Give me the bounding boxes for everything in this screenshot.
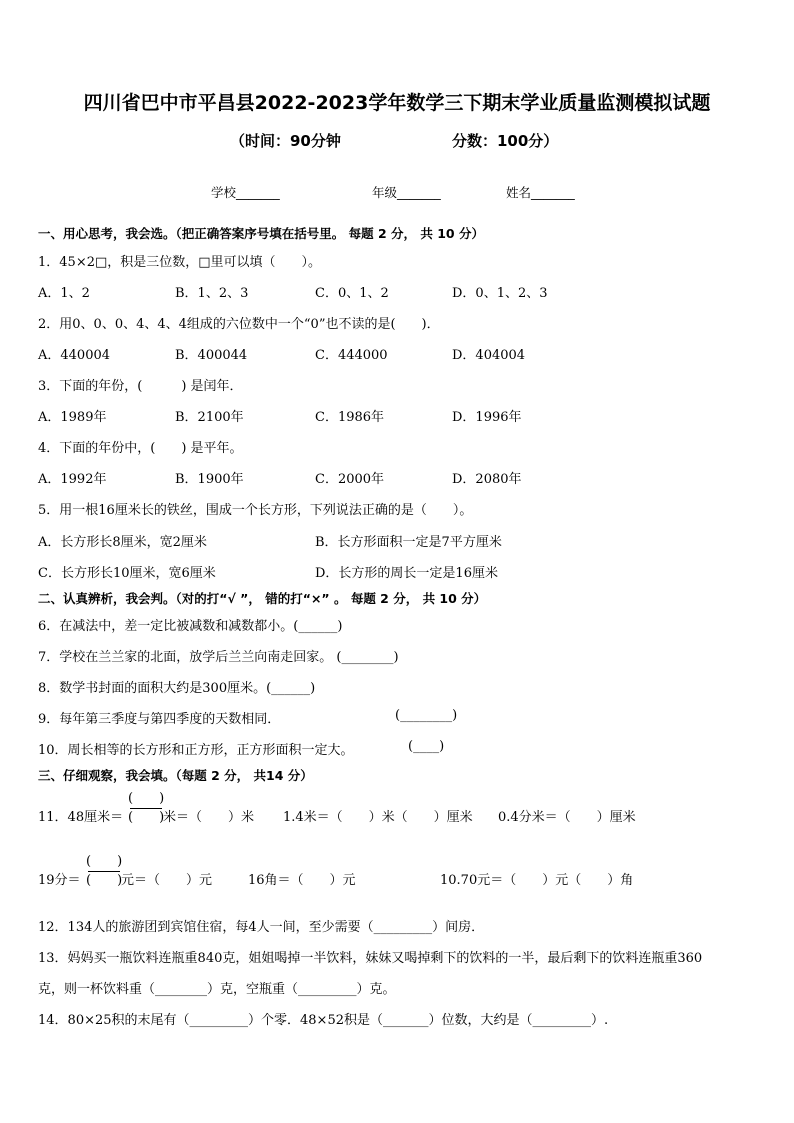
q11-row2-frac-numerator: ( ) [86, 854, 123, 869]
q2-option-c: C．444000 [315, 348, 388, 363]
question-13-line1: 13．妈妈买一瓶饮料连瓶重840克，姐姐喝掉一半饮料，妹妹又喝掉剩下的饮料的一半，最后剩下的饮料连瓶重360 [38, 951, 703, 966]
q11-row2-part1: 元＝（ ）元 [121, 873, 213, 888]
fraction-bar [88, 871, 120, 872]
question-10: 10．周长相等的长方形和正方形，正方形面积一定大。 [38, 743, 354, 758]
q11-fraction [128, 791, 164, 826]
q2-option-b: B．400044 [175, 348, 248, 363]
q3-option-b: B．2100年 [175, 410, 244, 425]
q11-part2: 1.4米＝（ ）米（ ）厘米 [283, 810, 473, 825]
question-2: 2．用0、0、0、4、4、4组成的六位数中一个“0”也不读的是( )． [38, 317, 440, 332]
question-5: 5．用一根16厘米长的铁丝，围成一个长方形，下列说法正确的是（ ）。 [38, 503, 473, 518]
q5-option-a: A．长方形长8厘米，宽2厘米 [38, 535, 207, 550]
q3-option-a: A．1989年 [38, 410, 107, 425]
q1-option-d: D．0、1、2、3 [452, 286, 548, 301]
q1-option-c: C．0、1、2 [315, 286, 389, 301]
q11-row2-part2: 16角＝（ ）元 [248, 873, 356, 888]
q11-prefix: 11．48厘米＝ [38, 810, 124, 825]
section2-heading: 二、认真辨析，我会判。（对的打“√ ”， 错的打“×” 。 每题 2 分， 共 10 分） [38, 591, 487, 606]
q3-option-c: C．1986年 [315, 410, 385, 425]
q11-row2-prefix: 19分＝ [38, 873, 81, 888]
question-7: 7．学校在兰兰家的北面，放学后兰兰向南走回家。 (________) [38, 650, 399, 665]
question-9-blank: (________) [395, 708, 458, 723]
score-label: 分数：100分） [452, 132, 559, 150]
question-1: 1．45×2□，积是三位数，□里可以填（ ）。 [38, 255, 322, 270]
school-field: 学校_______ [211, 185, 280, 200]
time-label: （时间：90分钟 [230, 132, 341, 150]
question-9: 9．每年第三季度与第四季度的天数相同． [38, 712, 281, 727]
q11-row2-part3: 10.70元＝（ ）元（ ）角 [440, 873, 634, 888]
page-title: 四川省巴中市平昌县2022-2023学年数学三下期末学业质量监测模拟试题 [83, 92, 711, 114]
q4-option-d: D．2080年 [452, 472, 522, 487]
q2-option-d: D．404004 [452, 348, 526, 363]
q11-part3: 0.4分米＝（ ）厘米 [498, 810, 636, 825]
q1-option-b: B．1、2、3 [175, 286, 249, 301]
question-13-line2: 克，则一杯饮料重（________）克，空瓶重（_________）克。 [38, 982, 396, 997]
q2-option-a: A．440004 [38, 348, 111, 363]
question-4: 4．下面的年份中，( ) 是平年。 [38, 441, 243, 456]
q5-option-d: D．长方形的周长一定是16厘米 [315, 566, 498, 581]
q11-row2-frac-denominator: ( ) [86, 873, 123, 888]
q11-frac-denominator: ( ) [128, 810, 165, 825]
question-6: 6．在减法中，差一定比被减数和减数都小。(______) [38, 619, 343, 634]
question-8: 8．数学书封面的面积大约是300厘米。(______) [38, 681, 316, 696]
name-field: 姓名_______ [506, 185, 575, 200]
question-10-blank: (____) [408, 739, 445, 754]
q1-option-a: A．1、2 [38, 286, 90, 301]
question-12: 12．134人的旅游团到宾馆住宿，每4人一间，至少需要（_________）间房． [38, 920, 485, 935]
section3-heading: 三、仔细观察，我会填。（每题 2 分， 共14 分） [38, 768, 313, 783]
q4-option-c: C．2000年 [315, 472, 385, 487]
q11-part1: 米＝（ ）米 [163, 810, 255, 825]
grade-field: 年级_______ [372, 185, 441, 200]
q11-frac-numerator: ( ) [128, 791, 165, 806]
q4-option-b: B．1900年 [175, 472, 244, 487]
section1-heading: 一、用心思考，我会选。（把正确答案序号填在括号里。 每题 2 分， 共 10 分） [38, 226, 484, 241]
q4-option-a: A．1992年 [38, 472, 107, 487]
q5-option-b: B．长方形面积一定是7平方厘米 [315, 535, 502, 550]
question-3: 3．下面的年份，( ) 是闰年． [38, 379, 243, 394]
q3-option-d: D．1996年 [452, 410, 522, 425]
question-14: 14．80×25积的末尾有（_________）个零．48×52积是（_______）位数，大约是（_________）. [38, 1013, 609, 1028]
q5-option-c: C．长方形长10厘米，宽6厘米 [38, 566, 216, 581]
q11-row2-fraction [86, 854, 122, 889]
fraction-bar [130, 808, 162, 809]
